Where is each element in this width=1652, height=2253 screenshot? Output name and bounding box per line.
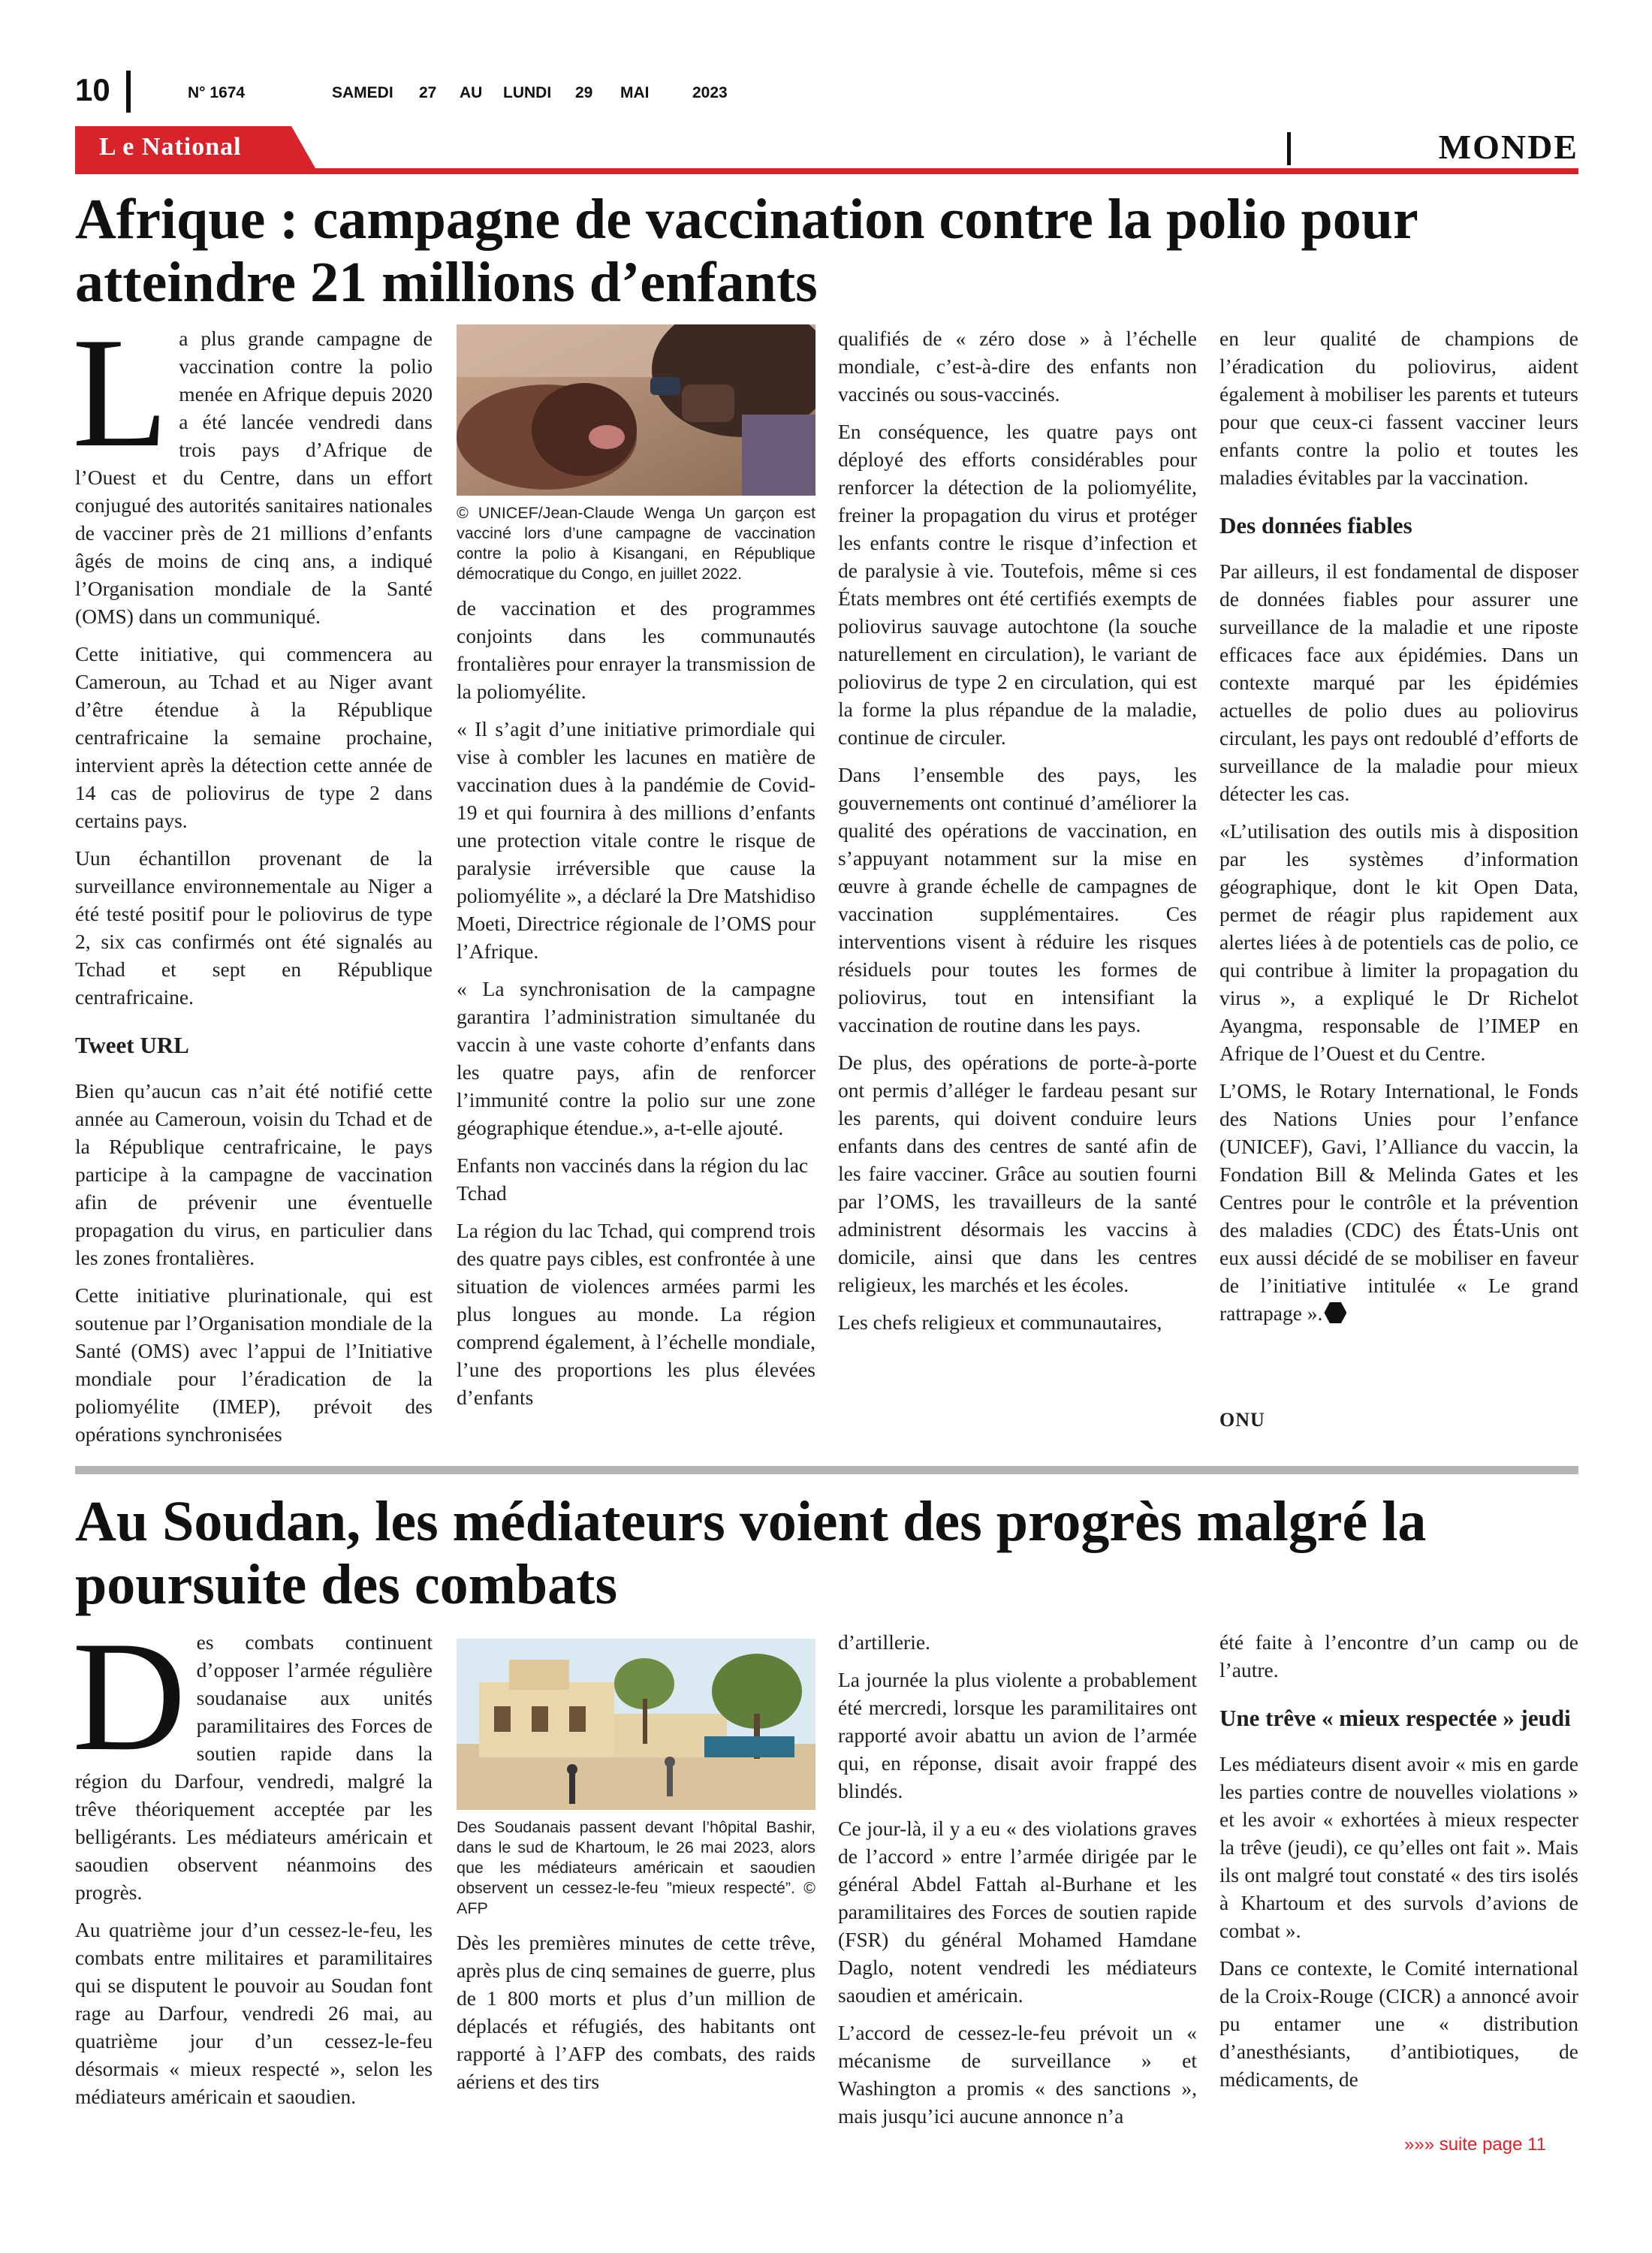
article-headline: Afrique : campagne de vaccination contre la polio pour atteindre 21 millions d’enfants — [75, 188, 1418, 314]
paragraph: d’artillerie. — [838, 1630, 930, 1654]
paragraph: En conséquence, les quatre pays ont déployé des efforts considérables pour renforcer la détection de la poliomyélite, freiner la propagation du virus et protéger les enfants contre le risque d’infection et de paralysie à vie. Toutefois, même si ces États membres ont été certifiés exempts de poliovirus sauvage autochtone (la souche naturellement en circulation), le variant de poliovirus de type 2 en circulation, qui est la forme la plus répandue de la maladie, continue de circuler. — [838, 420, 1197, 749]
paragraph: Par ailleurs, il est fondamental de disposer de données fiables pour assurer une surveillance de la maladie et une riposte efficaces face aux épidémies. Dans un contexte marqué par les épidémies actuelles de polio dues au poliovirus circulant, les pays ont redoublé d’efforts de surveillance de la maladie pour mieux détecter les cas. — [1219, 559, 1578, 805]
paragraph: « Il s’agit d’une initiative primordiale qui vise à combler les lacunes en matière de vaccination dues à la pandémie de Covid-19 et qui fournira à des millions d’enfants une protection vitale contre le risque de paralysie irréversible que cause la poliomyélite », a déclaré la Dre Matshidiso Moeti, Directrice régionale de l’OMS pour l’Afrique. — [457, 717, 815, 963]
photo-caption: Des Soudanais passent devant l’hôpital Bashir, dans le sud de Khartoum, le 26 mai 2023, alors que les médiateurs américain et saoudien observent un cessez-le-feu ”mieux respecté”. © AFP — [457, 1818, 815, 1917]
paragraph: L’OMS, le Rotary International, le Fonds des Nations Unies pour l’enfance (UNICEF), Gavi, l’Alliance du vaccin, la Fondation Bill & Melinda Gates et les Centres pour le contrôle et la prévention des maladies (CDC) des États-Unis ont eux aussi décidé de se mobiliser en faveur de l’initiative intitulée « Le grand rattrapage ». — [1219, 1079, 1578, 1325]
paragraph: es combats continuent d’opposer l’armée régulière soudanaise aux unités paramilitaires des Forces de soutien rapide dans la région du Darfour, vendredi, malgré la trêve théoriquement acceptée par les belligérants. Les médiateurs américain et saoudien observent néanmoins des progrès. — [75, 1630, 433, 1904]
article-signature-wrap — [1219, 1406, 1578, 1434]
subheading: Enfants non vaccinés dans la région du lac Tchad — [457, 1154, 809, 1205]
brand-name: L e National — [99, 133, 242, 161]
paragraph: Cette initiative, qui commencera au Cameroun, au Tchad et au Niger avant d’être étendue à la République centrafricaine la semaine prochaine, intervient après la détection cette année de 14 cas de poliovirus de type 2 dans certains pays. — [75, 642, 433, 832]
section-divider — [1287, 132, 1291, 165]
subheading: Tweet URL — [75, 1032, 189, 1058]
subheading: Une trêve « mieux respectée » jeudi — [1219, 1705, 1571, 1731]
paragraph: La région du lac Tchad, qui comprend trois des quatre pays cibles, est confrontée à une situation de violences armées parmi les plus longues au monde. La région comprend également, à l’échelle mondiale, l’une des proportions les plus élevées d’enfants — [457, 1219, 815, 1409]
paragraph: Bien qu’aucun cas n’ait été notifié cette année au Cameroun, voisin du Tchad et de la République centrafricaine, le pays participe à la campagne de vaccination afin de prévenir une éventuelle propagation du virus, en particulier dans les zones frontalières. — [75, 1079, 433, 1269]
paragraph: Les chefs religieux et communautaires, — [838, 1310, 1162, 1334]
paragraph: Dès les premières minutes de cette trêve, après plus de cinq semaines de guerre, plus de 1 800 morts et plus d’un million de déplacés et réfugiés, des habitants ont rapporté à l’AFP des combats, des raids aériens et des tirs — [457, 1931, 815, 2093]
issue-number: N° 1674 — [188, 84, 246, 101]
article-divider — [75, 1466, 1578, 1474]
page-number-divider — [126, 71, 131, 113]
paragraph: été faite à l’encontre d’un camp ou de l’autre. — [1219, 1630, 1578, 1681]
photo-khartoum-hospital — [457, 1639, 815, 1810]
drop-cap: L — [72, 306, 169, 480]
header-rule — [75, 168, 1578, 174]
paragraph: Uun échantillon provenant de la surveillance environnementale au Niger a été testé positif pour le poliovirus de type 2, six cas confirmés ont été signalés au Tchad et sept en République centrafricaine. — [75, 846, 433, 1009]
paragraph: qualifiés de « zéro dose » à l’échelle mondiale, c’est-à-dire des enfants non vaccinés ou sous-vaccinés. — [838, 327, 1197, 406]
date-word: 27 — [419, 84, 437, 101]
article-column — [72, 306, 433, 1458]
article-headline: Au Soudan, les médiateurs voient des progrès malgré la poursuite des combats — [75, 1490, 1427, 1616]
date-word: 29 — [575, 84, 593, 101]
date-word: SAMEDI — [332, 84, 393, 101]
photo-vaccination — [457, 324, 815, 496]
paragraph: Dans l’ensemble des pays, les gouvernements ont continué d’améliorer la qualité des opérations de vaccination, en s’appuyant notamment sur la mise en œuvre à grande échelle de campagnes de vaccination supplémentaires. Ces interventions visent à réduire les risques résiduels pour toutes les formes de poliovirus, tout en intensifiant la vaccination de routine dans les pays. — [838, 763, 1197, 1036]
paragraph: « La synchronisation de la campagne garantira l’administration simultanée du vaccin à une vaste cohorte d’enfants dans les quatre pays, afin de renforcer l’immunité contre la polio sur une zone géographique étendue.», a-t-elle ajouté. — [457, 977, 815, 1139]
article-column — [1219, 324, 1578, 1337]
article-signature: ONU — [1219, 1409, 1265, 1431]
continuation-link[interactable]: »»» suite page 11 — [1404, 2134, 1547, 2155]
article-column — [457, 1639, 815, 2105]
page-number: 10 — [75, 72, 110, 107]
article-column — [1219, 1628, 1578, 2103]
paragraph: de vaccination et des programmes conjoints dans les communautés frontalières pour enrayer la transmission de la poliomyélite. — [457, 596, 815, 703]
paragraph: Dans ce contexte, le Comité international de la Croix-Rouge (CICR) a annoncé avoir pu entamer une « distribution d’anesthésiants, d’antibiotiques, de médicaments, de — [1219, 1956, 1578, 2091]
paragraph: a plus grande campagne de vaccination contre la polio menée en Afrique depuis 2020 a été lancée vendredi dans trois pays d’Afrique de l’Ouest et du Centre, dans un effort conjugué des autorités sanitaires nationales de vacciner près de 21 millions d’enfants âgés de moins de cinq ans, a indiqué l’Organisation mondiale de la Santé (OMS) dans un communiqué. — [75, 327, 433, 628]
article-column — [72, 1609, 433, 2120]
paragraph: Ce jour-là, il y a eu « des violations graves de l’accord » entre l’armée dirigée par le général Abdel Fattah al-Burhane et les paramilitaires des Forces de soutien rapide (FSR) du général Mohamed Hamdane Daglo, notent vendredi les médiateurs saoudien et américain. — [838, 1817, 1197, 2007]
paragraph: Cette initiative plurinationale, qui est soutenue par l’Organisation mondiale de la Santé (OMS) avec l’appui de l’Initiative mondiale pour l’éradication de la poliomyélite (IMEP), prévoit des opérations synchronisées — [75, 1283, 433, 1446]
subheading: Des données fiables — [1219, 512, 1412, 538]
article-column — [838, 324, 1197, 1346]
article-column — [457, 324, 815, 1421]
end-of-article-icon — [1324, 1302, 1346, 1323]
paragraph: en leur qualité de champions de l’éradication du poliovirus, aident également à mobiliser les parents et tuteurs pour que ceux-ci fassent vacciner leurs enfants contre la polio et toutes les maladies évitables par la vaccination. — [1219, 327, 1578, 489]
photo-caption: © UNICEF/Jean-Claude Wenga Un garçon est vacciné lors d’une campagne de vaccination contre la polio à Kisangani, en République démocratique du Congo, en juillet 2022. — [457, 504, 815, 583]
date-word: 2023 — [692, 84, 728, 101]
paragraph: Les médiateurs disent avoir « mis en garde les parties contre de nouvelles violations » et les avoir « exhortées à mieux respecter la trêve (jeudi), ce qu’elles ont fait ». Mais ils ont malgré tout constaté « des tirs isolés à Khartoum et des survols d’avions de combat ». — [1219, 1752, 1578, 1942]
section-title: MONDE — [1438, 128, 1578, 166]
date-word: AU — [460, 84, 483, 101]
paragraph: L’accord de cessez-le-feu prévoit un « mécanisme de surveillance » et Washington a promis « des sanctions », mais jusqu’ici aucune annonce n’a — [838, 2021, 1197, 2128]
drop-cap: D — [72, 1609, 186, 1784]
date-word: MAI — [620, 84, 650, 101]
paragraph: De plus, des opérations de porte-à-porte ont permis d’alléger le fardeau pesant sur les parents, qui doivent conduire leurs enfants dans des centres de santé afin de les faire vacciner. Grâce au soutien fourni par l’OMS, les travailleurs de la santé administrent désormais les vaccins à domicile, ainsi que dans les centres religieux, les marchés et les écoles. — [838, 1051, 1197, 1296]
paragraph: «L’utilisation des outils mis à disposition par les systèmes d’information géographique, dont le kit Open Data, permet de réagir plus rapidement aux alertes liées à de potentiels cas de polio, ce qui contribue à limiter la propagation du virus », a expliqué le Dr Richelot Ayangma, responsable de l’IMEP en Afrique de l’Ouest et du Centre. — [1219, 819, 1578, 1065]
paragraph: La journée la plus violente a probablement été mercredi, lorsque les paramilitaires ont rapporté avoir abattu un avion de l’armée qui, en réponse, disait avoir frappé des blindés. — [838, 1668, 1197, 1802]
paragraph: Au quatrième jour d’un cessez-le-feu, les combats entre militaires et paramilitaires qui se disputent le pouvoir au Soudan font rage au Darfour, vendredi 26 mai, au quatrième jour d’un cessez-le-feu désormais « mieux respecté », selon les médiateurs américain et saoudien. — [75, 1918, 433, 2108]
date-word: LUNDI — [503, 84, 552, 101]
article-column — [838, 1628, 1197, 2140]
